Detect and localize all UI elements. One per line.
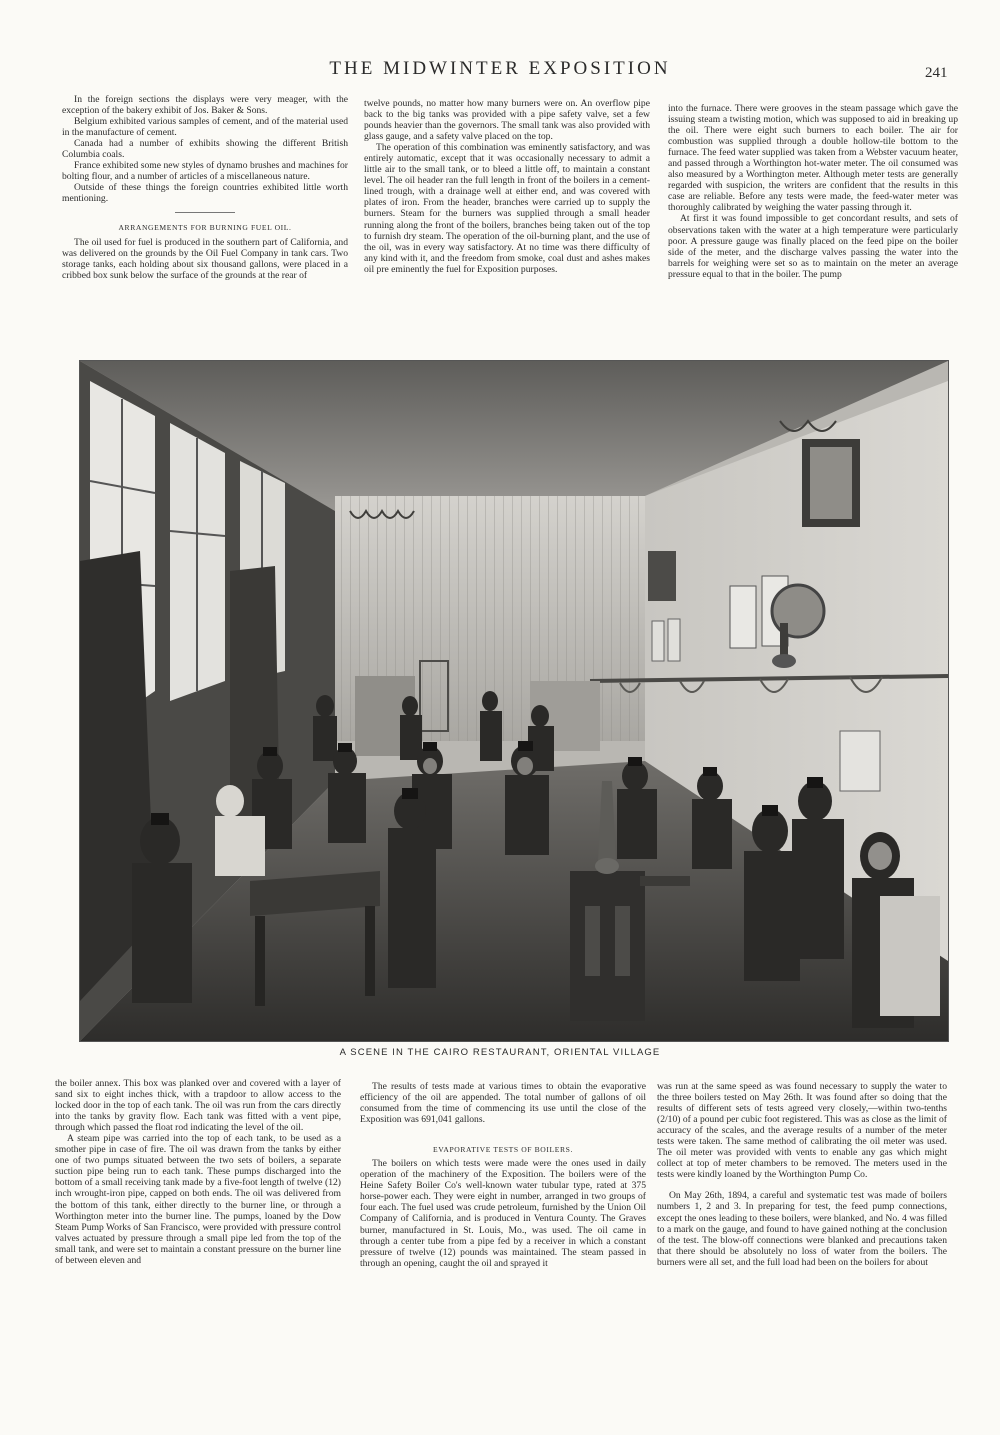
- paragraph: twelve pounds, no matter how many burners were on. An overflow pipe back to the big tanks was provided with a pipe safety valve, set a few pounds heavier than the governors. The small tank was also provided with glass gauge, and a safety valve placed on the top.: [364, 98, 650, 143]
- paragraph: Belgium exhibited various samples of cement, and of the material used in the manufacture of cement.: [62, 116, 348, 139]
- text-column-6: [657, 1081, 947, 1268]
- text-column-2: [364, 98, 650, 275]
- spacer: [657, 1180, 947, 1190]
- paragraph: The oil used for fuel is produced in the southern part of California, and was delivered on the grounds by the Oil Fuel Company in tank cars. Two storage tanks, each holding about six thousand gallons, were placed in a cribbed box sunk below the surface of the grounds at the rear of: [62, 236, 348, 281]
- spacer: [360, 1125, 646, 1135]
- paragraph: Outside of these things the foreign countries exhibited little worth mentioning.: [62, 182, 348, 205]
- paragraph: In the foreign sections the displays were very meager, with the exception of the bakery exhibit of Jos. Baker & Sons.: [62, 94, 348, 117]
- photo-caption: A SCENE IN THE CAIRO RESTAURANT, ORIENTAL VILLAGE: [339, 1047, 661, 1058]
- section-divider: [175, 212, 235, 213]
- paragraph: into the furnace. There were grooves in the steam passage which gave the issuing steam a twisting motion, which was supposed to aid in breaking up the oil. There were eight such burners to each boiler. The air for combustion was supplied through a double hollow-tile bottom to the furnace. The feed water supplied was taken from a Webster vacuum heater, and passed through a Worthington hot-water meter. The oil consumed was also measured by a Worthington meter. Although meter tests are generally regarded with suspicion, the writers are confident that the results in this case are reliable. Before any tests were made, the feed-water meter was thoroughly calibrated by weighing the water passing through it.: [668, 103, 958, 214]
- text-column-5: [360, 1081, 646, 1269]
- page-number: 241: [925, 65, 948, 81]
- paragraph: On May 26th, 1894, a careful and systematic test was made of boilers numbers 1, 2 and 3. In preparing for test, the feed pump connections, except the ones leading to these boilers, were blanked, and No. 4 was filled to a mark on the gauge, and found to have gained nothing at the conclusion of the test. The blow-off connections were blanked and precautions taken that there should be absolutely no loss of water from the boilers. The burners were all set, and the full load had been on the boilers for about: [657, 1190, 947, 1268]
- text-column-1: [62, 94, 348, 281]
- paragraph: The results of tests made at various times to obtain the evaporative efficiency of the oil are appended. The total number of gallons of oil consumed from the time of commencing its use until the close of the Exposition was 691,041 gallons.: [360, 1081, 646, 1126]
- paragraph: France exhibited some new styles of dynamo brushes and machines for bolting flour, and a number of articles of a miscellaneous nature.: [62, 160, 348, 183]
- photograph-cairo-restaurant: [79, 360, 949, 1042]
- paragraph: Canada had a number of exhibits showing the different British Columbia coals.: [62, 138, 348, 161]
- paragraph: The boilers on which tests were made were the ones used in daily operation of the machinery of the Exposition. The boilers were of the Heine Safety Boiler Co's well-known water tubular type, rated at 375 horse-power each. They were eight in number, arranged in two groups of four each. The fuel used was crude petroleum, furnished by the Union Oil Company of California, and is produced in Ventura County. The Graves burner, manufactured in St. Louis, Mo., was used. The oil came in through a center tube from a pipe fed by a receiver in which a constant pressure of twelve (12) pounds was maintained. The steam passed in through an opening, caught the oil and sprayed it: [360, 1158, 646, 1269]
- photo-illustration: [80, 361, 948, 1041]
- section-heading: ARRANGEMENTS FOR BURNING FUEL OIL.: [118, 223, 292, 233]
- paragraph: the boiler annex. This box was planked over and covered with a layer of sand six to eight inches thick, with a trapdoor to allow access to the locked door in the top of each tank. The oil was run from the cars directly into the tanks by gravity flow. Each tank was fitted with a vent pipe, through which passed the float rod indicating the level of the oil.: [55, 1078, 341, 1134]
- paragraph: was run at the same speed as was found necessary to supply the water to the three boilers tested on May 26th. It was found after so doing that the results of different sets of tests agreed very closely,—within two-tenths (2/10) of a pound per cubic foot registered. This was as close as the limit of accuracy of the scales, and the average results of a number of the meter tests were taken. The same method of calibrating the oil meter was used. The oil meter was provided with vents to enable any gas which might collect at top of meter chambers to be removed. The meters used in the tests were kindly loaned by the Worthington Pump Co.: [657, 1081, 947, 1181]
- paragraph: At first it was found impossible to get concordant results, and sets of observations taken with the water at a high temperature were particularly poor. A pressure gauge was finally placed on the feed pipe on the boiler side of the meter, and the discharge valves passing the water into the barrels for weighing were set so as to maintain on the meter an average pressure equal to that in the boiler. The pump: [668, 213, 958, 280]
- section-heading: EVAPORATIVE TESTS OF BOILERS.: [433, 1145, 573, 1155]
- text-column-3: [668, 103, 958, 280]
- running-head: THE MIDWINTER EXPOSITION: [329, 58, 671, 79]
- paragraph: The operation of this combination was eminently satisfactory, and was entirely automatic, except that it was occasionally necessary to admit a little air to the small tank, or to bleed a little off, to maintain a constant level. The oil header ran the full length in front of the boilers in a cement-lined trough, with a drainage well at either end, and was covered with plates of iron. From the header, branches were carried up to supply the burners. Steam for the burners was supplied through a small header running along the front of the boilers, branches being taken out of the top to furnish dry steam. The operation of the oil-burning plant, and the use of the oil, was in every way satisfactory. At no time was there difficulty of any kind with it, and the freedom from smoke, coal dust and ashes makes oil pre eminently the fuel for Exposition purposes.: [364, 142, 650, 275]
- paragraph: A steam pipe was carried into the top of each tank, to be used as a smother pipe in case of fire. The oil was drawn from the tanks by either one of two pumps situated between the two sets of boilers, a separate suction pipe being run to each tank. These pumps discharged into the bottom of a small receiving tank made by a five-foot length of twelve (12) inch wrought-iron pipe, capped on both ends. The oil was delivered from the bottom of this tank, either directly to the burner line, or through a Worthington meter into the burner line. The pumps, loaned by the Dow Steam Pump Works of San Francisco, were provided with pressure control valves actuated by pressure through a small pipe led from the top of the small tank, and were set to maintain a constant pressure on the burner line of between eleven and: [55, 1133, 342, 1266]
- text-column-4: [55, 1078, 341, 1266]
